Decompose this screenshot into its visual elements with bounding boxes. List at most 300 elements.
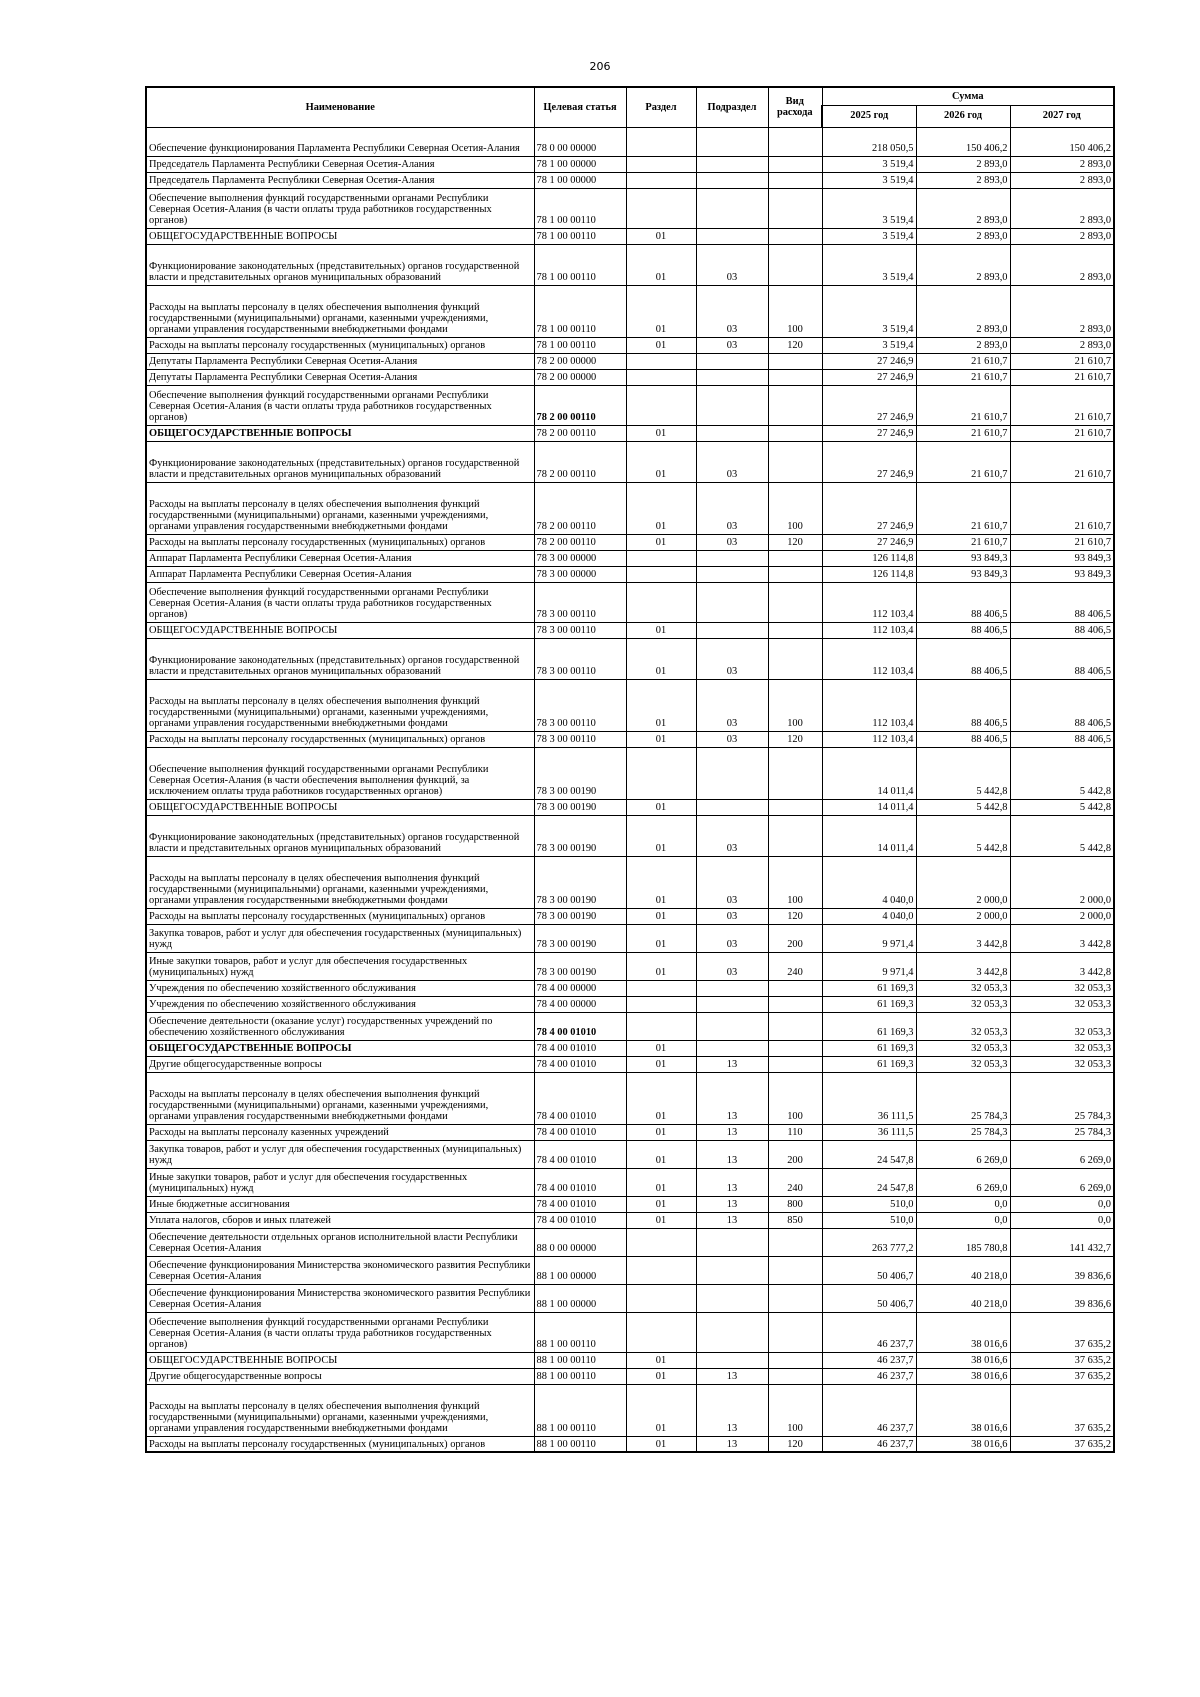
row-section: [626, 385, 696, 425]
row-subsection: [696, 425, 768, 441]
row-section: [626, 996, 696, 1012]
row-target: 78 3 00 00110: [534, 582, 626, 622]
row-sum-2026: 38 016,6: [916, 1368, 1010, 1384]
row-target: 78 4 00 01010: [534, 1012, 626, 1040]
row-section: [626, 1256, 696, 1284]
table-row: [146, 482, 1114, 534]
row-sum-2026: 2 000,0: [916, 856, 1010, 908]
row-sum-2027: 0,0: [1010, 1196, 1114, 1212]
row-sum-2025: 112 103,4: [822, 679, 916, 731]
row-expense-type: 100: [768, 285, 822, 337]
row-sum-2026: 93 849,3: [916, 566, 1010, 582]
row-expense-type: [768, 353, 822, 369]
table-row: [146, 127, 1114, 156]
row-section: 01: [626, 622, 696, 638]
table-row: [146, 1196, 1114, 1212]
row-subsection: 03: [696, 679, 768, 731]
row-target: 78 2 00 00000: [534, 353, 626, 369]
row-sum-2027: 150 406,2: [1010, 127, 1114, 156]
row-subsection: 03: [696, 731, 768, 747]
row-target: 78 3 00 00190: [534, 815, 626, 856]
row-target: 78 1 00 00110: [534, 228, 626, 244]
row-section: [626, 127, 696, 156]
row-name: ОБЩЕГОСУДАРСТВЕННЫЕ ВОПРОСЫ: [146, 425, 534, 441]
table-row: [146, 731, 1114, 747]
row-sum-2025: 3 519,4: [822, 172, 916, 188]
table-row: [146, 679, 1114, 731]
row-section: 01: [626, 482, 696, 534]
row-subsection: 03: [696, 482, 768, 534]
row-sum-2026: 38 016,6: [916, 1436, 1010, 1452]
row-section: 01: [626, 1352, 696, 1368]
row-sum-2026: 88 406,5: [916, 622, 1010, 638]
row-expense-type: [768, 566, 822, 582]
row-name: Аппарат Парламента Республики Северная Осетия-Алания: [146, 566, 534, 582]
row-expense-type: [768, 980, 822, 996]
row-section: [626, 980, 696, 996]
row-section: [626, 188, 696, 228]
row-expense-type: 120: [768, 337, 822, 353]
row-sum-2027: 88 406,5: [1010, 622, 1114, 638]
row-target: 88 0 00 00000: [534, 1228, 626, 1256]
row-name: Расходы на выплаты персоналу в целях обеспечения выполнения функций государственными (муниципальными) органами, казенными учреждениями, органами управления государственными внебюджетными фондами: [146, 1384, 534, 1436]
row-expense-type: 850: [768, 1212, 822, 1228]
row-sum-2025: 218 050,5: [822, 127, 916, 156]
row-name: Функционирование законодательных (представительных) органов государственной власти и представительных органов муниципальных образований: [146, 815, 534, 856]
row-expense-type: [768, 244, 822, 285]
row-expense-type: [768, 996, 822, 1012]
row-target: 88 1 00 00110: [534, 1384, 626, 1436]
row-name: Закупка товаров, работ и услуг для обеспечения государственных (муниципальных) нужд: [146, 1140, 534, 1168]
row-sum-2026: 38 016,6: [916, 1352, 1010, 1368]
row-subsection: [696, 550, 768, 566]
row-expense-type: 120: [768, 908, 822, 924]
row-target: 88 1 00 00000: [534, 1284, 626, 1312]
row-sum-2027: 88 406,5: [1010, 731, 1114, 747]
row-target: 78 3 00 00190: [534, 924, 626, 952]
row-expense-type: [768, 550, 822, 566]
row-target: 78 3 00 00190: [534, 952, 626, 980]
row-sum-2026: 93 849,3: [916, 550, 1010, 566]
row-target: 78 3 00 00110: [534, 638, 626, 679]
row-sum-2027: 2 000,0: [1010, 856, 1114, 908]
row-target: 78 1 00 00000: [534, 172, 626, 188]
row-section: 01: [626, 1368, 696, 1384]
row-section: 01: [626, 952, 696, 980]
row-sum-2027: 2 893,0: [1010, 228, 1114, 244]
row-target: 78 3 00 00000: [534, 566, 626, 582]
row-section: 01: [626, 228, 696, 244]
row-expense-type: 120: [768, 534, 822, 550]
table-row: [146, 582, 1114, 622]
table-row: [146, 1124, 1114, 1140]
table-row: [146, 799, 1114, 815]
row-expense-type: [768, 815, 822, 856]
row-sum-2025: 36 111,5: [822, 1124, 916, 1140]
row-expense-type: [768, 228, 822, 244]
col-header-sum: Сумма: [822, 87, 1114, 105]
row-sum-2027: 32 053,3: [1010, 1012, 1114, 1040]
row-subsection: 13: [696, 1368, 768, 1384]
col-header-section: Раздел: [626, 87, 696, 127]
row-sum-2027: 2 893,0: [1010, 188, 1114, 228]
table-row: [146, 1012, 1114, 1040]
row-target: 78 3 00 00190: [534, 856, 626, 908]
row-target: 78 4 00 01010: [534, 1168, 626, 1196]
row-sum-2027: 37 635,2: [1010, 1352, 1114, 1368]
row-section: 01: [626, 425, 696, 441]
row-section: [626, 156, 696, 172]
table-row: [146, 550, 1114, 566]
row-sum-2027: 5 442,8: [1010, 799, 1114, 815]
row-target: 88 1 00 00000: [534, 1256, 626, 1284]
row-section: 01: [626, 1072, 696, 1124]
row-sum-2025: 46 237,7: [822, 1368, 916, 1384]
row-sum-2027: 6 269,0: [1010, 1140, 1114, 1168]
row-sum-2025: 9 971,4: [822, 952, 916, 980]
row-target: 78 0 00 00000: [534, 127, 626, 156]
row-sum-2025: 3 519,4: [822, 337, 916, 353]
row-sum-2027: 32 053,3: [1010, 980, 1114, 996]
row-subsection: [696, 1040, 768, 1056]
row-subsection: [696, 622, 768, 638]
row-subsection: 03: [696, 285, 768, 337]
row-sum-2025: 27 246,9: [822, 385, 916, 425]
row-sum-2026: 21 610,7: [916, 369, 1010, 385]
row-expense-type: [768, 1352, 822, 1368]
row-name: Учреждения по обеспечению хозяйственного обслуживания: [146, 980, 534, 996]
row-subsection: [696, 385, 768, 425]
row-subsection: 03: [696, 856, 768, 908]
row-subsection: 13: [696, 1212, 768, 1228]
row-subsection: [696, 566, 768, 582]
table-row: [146, 172, 1114, 188]
row-name: Обеспечение деятельности отдельных органов исполнительной власти Республики Северная Осетия-Алания: [146, 1228, 534, 1256]
row-subsection: 13: [696, 1436, 768, 1452]
row-subsection: [696, 1012, 768, 1040]
row-section: [626, 369, 696, 385]
row-section: 01: [626, 638, 696, 679]
row-sum-2025: 27 246,9: [822, 425, 916, 441]
table-row: [146, 1368, 1114, 1384]
row-target: 78 4 00 01010: [534, 1140, 626, 1168]
row-sum-2027: 21 610,7: [1010, 425, 1114, 441]
table-row: [146, 856, 1114, 908]
row-name: Другие общегосударственные вопросы: [146, 1368, 534, 1384]
table-row: [146, 1072, 1114, 1124]
col-header-expense-type: Вид расхода: [768, 87, 822, 127]
row-name: Функционирование законодательных (представительных) органов государственной власти и представительных органов муниципальных образований: [146, 638, 534, 679]
row-sum-2027: 93 849,3: [1010, 550, 1114, 566]
row-section: 01: [626, 337, 696, 353]
row-section: [626, 1312, 696, 1352]
row-expense-type: 120: [768, 731, 822, 747]
row-expense-type: [768, 172, 822, 188]
table-row: [146, 1040, 1114, 1056]
row-expense-type: [768, 425, 822, 441]
row-section: 01: [626, 534, 696, 550]
row-sum-2026: 32 053,3: [916, 1056, 1010, 1072]
table-row: [146, 441, 1114, 482]
row-sum-2025: 3 519,4: [822, 244, 916, 285]
row-sum-2026: 3 442,8: [916, 924, 1010, 952]
row-sum-2025: 61 169,3: [822, 1012, 916, 1040]
row-subsection: 13: [696, 1196, 768, 1212]
table-row: [146, 996, 1114, 1012]
row-sum-2027: 93 849,3: [1010, 566, 1114, 582]
budget-table-body: [146, 127, 1114, 1452]
row-sum-2026: 21 610,7: [916, 441, 1010, 482]
row-name: Иные закупки товаров, работ и услуг для обеспечения государственных (муниципальных) нужд: [146, 952, 534, 980]
row-name: Уплата налогов, сборов и иных платежей: [146, 1212, 534, 1228]
row-sum-2027: 5 442,8: [1010, 815, 1114, 856]
row-name: Расходы на выплаты персоналу государственных (муниципальных) органов: [146, 1436, 534, 1452]
row-name: Расходы на выплаты персоналу в целях обеспечения выполнения функций государственными (муниципальными) органами, казенными учреждениями, органами управления государственными внебюджетными фондами: [146, 482, 534, 534]
row-section: 01: [626, 1384, 696, 1436]
row-expense-type: [768, 622, 822, 638]
row-sum-2025: 4 040,0: [822, 908, 916, 924]
row-expense-type: 100: [768, 1072, 822, 1124]
row-target: 88 1 00 00110: [534, 1312, 626, 1352]
row-target: 78 2 00 00110: [534, 482, 626, 534]
row-name: ОБЩЕГОСУДАРСТВЕННЫЕ ВОПРОСЫ: [146, 1040, 534, 1056]
row-sum-2027: 37 635,2: [1010, 1384, 1114, 1436]
row-sum-2027: 3 442,8: [1010, 924, 1114, 952]
row-sum-2027: 32 053,3: [1010, 1056, 1114, 1072]
row-subsection: 03: [696, 441, 768, 482]
row-section: 01: [626, 1168, 696, 1196]
table-row: [146, 1056, 1114, 1072]
row-sum-2025: 24 547,8: [822, 1168, 916, 1196]
row-sum-2026: 21 610,7: [916, 425, 1010, 441]
row-sum-2027: 32 053,3: [1010, 1040, 1114, 1056]
row-name: Расходы на выплаты персоналу в целях обеспечения выполнения функций государственными (муниципальными) органами, казенными учреждениями, органами управления государственными внебюджетными фондами: [146, 679, 534, 731]
row-name: Расходы на выплаты персоналу в целях обеспечения выполнения функций государственными (муниципальными) органами, казенными учреждениями, органами управления государственными внебюджетными фондами: [146, 1072, 534, 1124]
row-sum-2027: 37 635,2: [1010, 1436, 1114, 1452]
row-subsection: [696, 369, 768, 385]
row-sum-2025: 46 237,7: [822, 1352, 916, 1368]
table-row: [146, 337, 1114, 353]
row-expense-type: 200: [768, 1140, 822, 1168]
row-name: Обеспечение выполнения функций государственными органами Республики Северная Осетия-Алания (в части оплаты труда работников государственных органов): [146, 582, 534, 622]
row-section: [626, 1228, 696, 1256]
budget-table: [145, 86, 1115, 1453]
row-target: 78 4 00 01010: [534, 1212, 626, 1228]
row-target: 78 3 00 00110: [534, 731, 626, 747]
row-sum-2026: 5 442,8: [916, 815, 1010, 856]
row-section: 01: [626, 441, 696, 482]
col-header-subsection: Подраздел: [696, 87, 768, 127]
row-section: [626, 172, 696, 188]
row-sum-2026: 40 218,0: [916, 1256, 1010, 1284]
row-section: [626, 1284, 696, 1312]
row-name: Обеспечение выполнения функций государственными органами Республики Северная Осетия-Алания (в части оплаты труда работников государственных органов): [146, 385, 534, 425]
row-sum-2027: 39 836,6: [1010, 1256, 1114, 1284]
row-sum-2025: 3 519,4: [822, 285, 916, 337]
row-target: 78 4 00 01010: [534, 1124, 626, 1140]
row-section: 01: [626, 1124, 696, 1140]
row-name: Обеспечение функционирования Министерства экономического развития Республики Северная Осетия-Алания: [146, 1284, 534, 1312]
row-section: 01: [626, 1436, 696, 1452]
row-name: Функционирование законодательных (представительных) органов государственной власти и представительных органов муниципальных образований: [146, 244, 534, 285]
row-sum-2027: 32 053,3: [1010, 996, 1114, 1012]
row-subsection: [696, 127, 768, 156]
row-name: ОБЩЕГОСУДАРСТВЕННЫЕ ВОПРОСЫ: [146, 622, 534, 638]
row-sum-2026: 3 442,8: [916, 952, 1010, 980]
row-target: 78 3 00 00110: [534, 679, 626, 731]
row-sum-2027: 25 784,3: [1010, 1072, 1114, 1124]
row-section: 01: [626, 1040, 696, 1056]
row-sum-2027: 88 406,5: [1010, 638, 1114, 679]
row-expense-type: 240: [768, 1168, 822, 1196]
row-sum-2025: 46 237,7: [822, 1436, 916, 1452]
row-target: 78 1 00 00110: [534, 337, 626, 353]
row-expense-type: 100: [768, 679, 822, 731]
row-sum-2027: 21 610,7: [1010, 482, 1114, 534]
row-section: 01: [626, 244, 696, 285]
row-name: Иные закупки товаров, работ и услуг для обеспечения государственных (муниципальных) нужд: [146, 1168, 534, 1196]
table-row: [146, 980, 1114, 996]
table-row: [146, 1436, 1114, 1452]
table-row: [146, 285, 1114, 337]
row-name: Обеспечение функционирования Парламента Республики Северная Осетия-Алания: [146, 127, 534, 156]
row-sum-2026: 6 269,0: [916, 1140, 1010, 1168]
row-name: Депутаты Парламента Республики Северная Осетия-Алания: [146, 353, 534, 369]
table-row: [146, 622, 1114, 638]
row-expense-type: [768, 188, 822, 228]
row-sum-2025: 14 011,4: [822, 815, 916, 856]
col-header-target: Целевая статья: [534, 87, 626, 127]
row-section: 01: [626, 1196, 696, 1212]
row-subsection: 03: [696, 534, 768, 550]
row-section: [626, 353, 696, 369]
row-sum-2025: 27 246,9: [822, 369, 916, 385]
row-target: 78 1 00 00110: [534, 188, 626, 228]
row-target: 78 3 00 00110: [534, 622, 626, 638]
row-name: Депутаты Парламента Республики Северная Осетия-Алания: [146, 369, 534, 385]
table-row: [146, 1140, 1114, 1168]
row-sum-2025: 14 011,4: [822, 799, 916, 815]
row-sum-2026: 150 406,2: [916, 127, 1010, 156]
row-sum-2026: 21 610,7: [916, 353, 1010, 369]
row-subsection: [696, 1284, 768, 1312]
row-name: ОБЩЕГОСУДАРСТВЕННЫЕ ВОПРОСЫ: [146, 799, 534, 815]
row-name: Другие общегосударственные вопросы: [146, 1056, 534, 1072]
row-sum-2026: 6 269,0: [916, 1168, 1010, 1196]
row-sum-2027: 37 635,2: [1010, 1312, 1114, 1352]
row-expense-type: [768, 156, 822, 172]
row-section: 01: [626, 815, 696, 856]
row-sum-2025: 3 519,4: [822, 188, 916, 228]
row-sum-2025: 46 237,7: [822, 1384, 916, 1436]
row-target: 78 4 00 01010: [534, 1072, 626, 1124]
row-subsection: 03: [696, 924, 768, 952]
row-sum-2025: 9 971,4: [822, 924, 916, 952]
table-row: [146, 534, 1114, 550]
row-subsection: 03: [696, 244, 768, 285]
row-sum-2026: 2 000,0: [916, 908, 1010, 924]
table-row: [146, 747, 1114, 799]
table-row: [146, 353, 1114, 369]
row-name: ОБЩЕГОСУДАРСТВЕННЫЕ ВОПРОСЫ: [146, 228, 534, 244]
row-sum-2025: 61 169,3: [822, 1056, 916, 1072]
row-sum-2027: 2 893,0: [1010, 285, 1114, 337]
row-sum-2026: 21 610,7: [916, 534, 1010, 550]
row-subsection: [696, 799, 768, 815]
row-subsection: 03: [696, 815, 768, 856]
row-sum-2026: 2 893,0: [916, 228, 1010, 244]
row-sum-2026: 25 784,3: [916, 1072, 1010, 1124]
row-expense-type: 100: [768, 482, 822, 534]
row-target: 88 1 00 00110: [534, 1352, 626, 1368]
row-subsection: [696, 1228, 768, 1256]
row-sum-2027: 21 610,7: [1010, 534, 1114, 550]
row-section: [626, 747, 696, 799]
table-row: [146, 952, 1114, 980]
row-sum-2026: 2 893,0: [916, 337, 1010, 353]
row-subsection: 03: [696, 908, 768, 924]
row-target: 78 3 00 00190: [534, 799, 626, 815]
row-sum-2025: 112 103,4: [822, 731, 916, 747]
table-row: [146, 1312, 1114, 1352]
row-section: 01: [626, 856, 696, 908]
table-row: [146, 1228, 1114, 1256]
row-name: Функционирование законодательных (представительных) органов государственной власти и представительных органов муниципальных образований: [146, 441, 534, 482]
table-row: [146, 908, 1114, 924]
row-sum-2027: 88 406,5: [1010, 679, 1114, 731]
row-sum-2027: 88 406,5: [1010, 582, 1114, 622]
table-row: [146, 815, 1114, 856]
row-sum-2026: 38 016,6: [916, 1312, 1010, 1352]
row-expense-type: [768, 127, 822, 156]
row-sum-2026: 32 053,3: [916, 996, 1010, 1012]
row-name: Иные бюджетные ассигнования: [146, 1196, 534, 1212]
row-sum-2026: 21 610,7: [916, 385, 1010, 425]
row-section: 01: [626, 1140, 696, 1168]
col-header-2027: 2027 год: [1010, 105, 1114, 127]
row-sum-2026: 38 016,6: [916, 1384, 1010, 1436]
row-name: Учреждения по обеспечению хозяйственного обслуживания: [146, 996, 534, 1012]
row-sum-2026: 88 406,5: [916, 731, 1010, 747]
row-sum-2027: 2 000,0: [1010, 908, 1114, 924]
row-subsection: [696, 172, 768, 188]
row-sum-2027: 3 442,8: [1010, 952, 1114, 980]
row-target: 78 4 00 00000: [534, 996, 626, 1012]
row-expense-type: 100: [768, 1384, 822, 1436]
row-expense-type: 200: [768, 924, 822, 952]
row-sum-2025: 126 114,8: [822, 550, 916, 566]
row-sum-2027: 2 893,0: [1010, 337, 1114, 353]
row-target: 78 3 00 00190: [534, 747, 626, 799]
row-name: Расходы на выплаты персоналу в целях обеспечения выполнения функций государственными (муниципальными) органами, казенными учреждениями, органами управления государственными внебюджетными фондами: [146, 856, 534, 908]
row-target: 78 2 00 00110: [534, 425, 626, 441]
table-row: [146, 1384, 1114, 1436]
row-target: 78 4 00 01010: [534, 1196, 626, 1212]
row-expense-type: [768, 1012, 822, 1040]
row-name: Расходы на выплаты персоналу государственных (муниципальных) органов: [146, 908, 534, 924]
row-name: Обеспечение деятельности (оказание услуг) государственных учреждений по обеспечению хозяйственного обслуживания: [146, 1012, 534, 1040]
row-sum-2026: 185 780,8: [916, 1228, 1010, 1256]
row-sum-2027: 6 269,0: [1010, 1168, 1114, 1196]
row-sum-2026: 88 406,5: [916, 582, 1010, 622]
row-expense-type: [768, 441, 822, 482]
row-target: 78 2 00 00000: [534, 369, 626, 385]
row-sum-2025: 126 114,8: [822, 566, 916, 582]
row-target: 78 4 00 00000: [534, 980, 626, 996]
row-target: 78 2 00 00110: [534, 441, 626, 482]
row-section: 01: [626, 1212, 696, 1228]
row-sum-2027: 39 836,6: [1010, 1284, 1114, 1312]
